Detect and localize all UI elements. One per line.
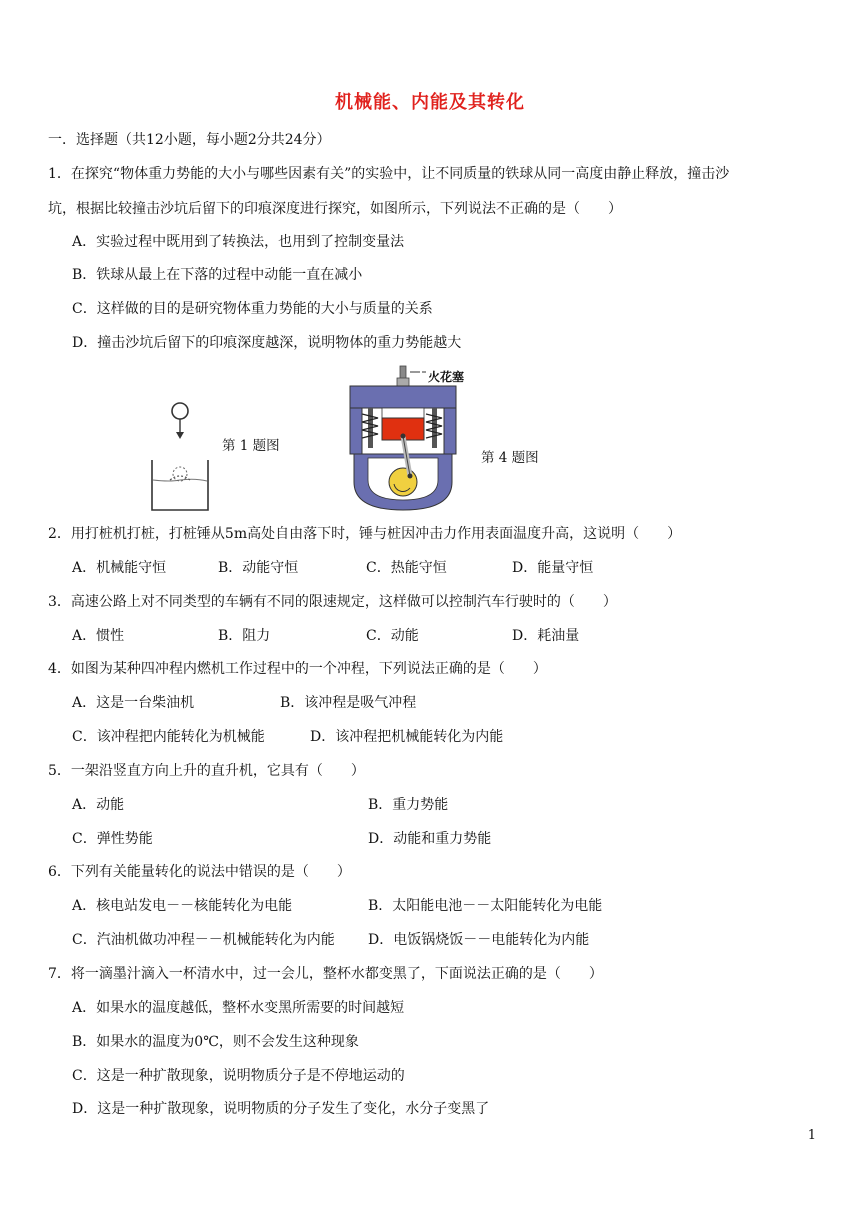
q1-option-b: B．铁球从最上在下落的过程中动能一直在减小 xyxy=(72,267,363,283)
section-heading: 一．选择题（共12小题，每小题2分共24分） xyxy=(48,132,331,148)
q1-stem-line2: 坑，根据比较撞击沙坑后留下的印痕深度进行探究，如图所示，下列说法不正确的是（ ） xyxy=(48,201,622,217)
q2-option-a: A．机械能守恒 xyxy=(72,560,167,576)
q1-option-a: A．实验过程中既用到了转换法，也用到了控制变量法 xyxy=(72,234,405,250)
figure-1-caption: 第 1 题图 xyxy=(222,438,280,454)
q4-stem: 4．如图为某种四冲程内燃机工作过程中的一个冲程，下列说法正确的是（ ） xyxy=(48,661,547,677)
page-number: 1 xyxy=(807,1128,816,1143)
q5-option-d: D．动能和重力势能 xyxy=(368,831,492,847)
q3-option-d: D．耗油量 xyxy=(512,628,580,644)
q5-option-c: C．弹性势能 xyxy=(72,831,153,847)
q3-option-c: C．动能 xyxy=(366,628,419,644)
q7-stem: 7．将一滴墨汁滴入一杯清水中，过一会儿，整杯水都变黑了，下面说法正确的是（ ） xyxy=(48,966,603,982)
q3-option-a: A．惯性 xyxy=(72,628,125,644)
q5-stem: 5．一架沿竖直方向上升的直升机，它具有（ ） xyxy=(48,763,365,779)
q4-option-d: D．该冲程把机械能转化为内能 xyxy=(310,729,504,745)
q7-option-b: B．如果水的温度为0℃，则不会发生这种现象 xyxy=(72,1034,359,1050)
q4-option-c: C．该冲程把内能转化为机械能 xyxy=(72,729,265,745)
figure-1-ball-sandpit xyxy=(140,402,220,514)
q2-option-b: B．动能守恒 xyxy=(218,560,299,576)
page-title: 机械能、内能及其转化 xyxy=(335,92,525,113)
figure-4-caption: 第 4 题图 xyxy=(481,450,539,466)
q4-option-a: A．这是一台柴油机 xyxy=(72,695,195,711)
q6-stem: 6．下列有关能量转化的说法中错误的是（ ） xyxy=(48,864,351,880)
q5-option-a: A．动能 xyxy=(72,797,125,813)
q1-option-d: D．撞击沙坑后留下的印痕深度越深，说明物体的重力势能越大 xyxy=(72,335,462,351)
q1-stem-line1: 1．在探究“物体重力势能的大小与哪些因素有关”的实验中，让不同质量的铁球从同一高度由静止释放，撞击沙 xyxy=(48,166,730,182)
q3-option-b: B．阻力 xyxy=(218,628,271,644)
q7-option-d: D．这是一种扩散现象，说明物质的分子发生了变化，水分子变黑了 xyxy=(72,1101,490,1117)
q7-option-a: A．如果水的温度越低，整杯水变黑所需要的时间越短 xyxy=(72,1000,405,1016)
q2-option-c: C．热能守恒 xyxy=(366,560,447,576)
q4-option-b: B．该冲程是吸气冲程 xyxy=(280,695,417,711)
figure-4-engine-diagram xyxy=(340,364,472,514)
q1-option-c: C．这样做的目的是研究物体重力势能的大小与质量的关系 xyxy=(72,301,433,317)
q7-option-c: C．这是一种扩散现象，说明物质分子是不停地运动的 xyxy=(72,1068,405,1084)
q6-option-d: D．电饭锅烧饭－－电能转化为内能 xyxy=(368,932,590,948)
spark-plug-label: 火花塞 xyxy=(428,370,465,384)
q6-option-b: B．太阳能电池－－太阳能转化为电能 xyxy=(368,898,603,914)
q3-stem: 3．高速公路上对不同类型的车辆有不同的限速规定，这样做可以控制汽车行驶时的（ ） xyxy=(48,594,617,610)
q6-option-c: C．汽油机做功冲程－－机械能转化为内能 xyxy=(72,932,335,948)
q6-option-a: A．核电站发电－－核能转化为电能 xyxy=(72,898,293,914)
q5-option-b: B．重力势能 xyxy=(368,797,449,813)
q2-stem: 2．用打桩机打桩，打桩锤从5m高处自由落下时，锤与桩因冲击力作用表面温度升高，这说明（ ） xyxy=(48,526,682,542)
q2-option-d: D．能量守恒 xyxy=(512,560,594,576)
